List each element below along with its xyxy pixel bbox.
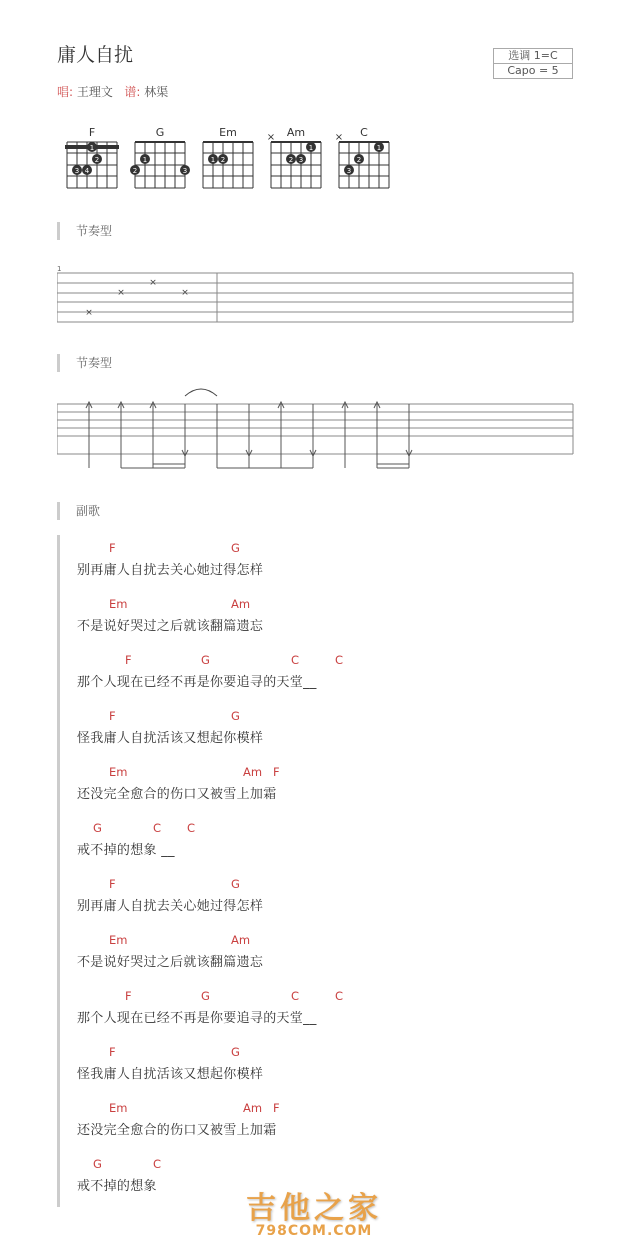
svg-text:×: × bbox=[181, 288, 189, 298]
chord-label: Em bbox=[109, 597, 128, 611]
svg-text:3: 3 bbox=[182, 167, 188, 175]
chord-label: F bbox=[109, 541, 116, 555]
chord-grid-am bbox=[266, 126, 326, 196]
key-text: 选调 1=C bbox=[508, 49, 558, 62]
chord-name: F bbox=[88, 126, 96, 139]
chord-label: Am bbox=[243, 765, 263, 779]
song-meta bbox=[57, 83, 168, 100]
svg-text:1: 1 bbox=[376, 144, 382, 152]
svg-text:2: 2 bbox=[220, 156, 226, 164]
svg-text:×: × bbox=[266, 132, 276, 143]
chord-label: F bbox=[109, 1045, 116, 1059]
chord-label: Em bbox=[109, 1101, 128, 1115]
chord-label: G bbox=[231, 877, 240, 891]
svg-text:2: 2 bbox=[132, 167, 138, 175]
watermark-site-text: 798COM.COM bbox=[255, 1223, 373, 1239]
lyric-text: 别再庸人自扰去关心她过得怎样 bbox=[77, 563, 264, 578]
chord-grid-c bbox=[334, 126, 394, 196]
chord-label: Am bbox=[231, 597, 251, 611]
svg-text:×: × bbox=[117, 288, 125, 298]
section-rhythm-1: 节奏型 bbox=[57, 222, 112, 240]
chord-label: F bbox=[125, 653, 132, 667]
svg-text:2: 2 bbox=[288, 156, 294, 164]
watermark-logo-text: 吉他之家 bbox=[246, 1191, 382, 1226]
chord-label: C bbox=[187, 821, 196, 835]
chord-label: Em bbox=[109, 765, 128, 779]
lyric-text: 不是说好哭过之后就该翻篇遗忘 bbox=[77, 619, 264, 634]
chord-label: Em bbox=[109, 933, 128, 947]
chord-label: G bbox=[231, 709, 240, 723]
lyric-text: 别再庸人自扰去关心她过得怎样 bbox=[77, 899, 264, 914]
chord-label: G bbox=[201, 989, 210, 1003]
tabber-label: 谱: bbox=[124, 85, 141, 99]
chord-grid-em bbox=[198, 126, 258, 196]
chord-label: G bbox=[231, 541, 240, 555]
chord-label: G bbox=[93, 821, 102, 835]
section-chorus: 副歌 bbox=[57, 502, 100, 520]
svg-text:1: 1 bbox=[210, 156, 216, 164]
singer-name[interactable]: 王理文 bbox=[76, 85, 113, 99]
chord-name: G bbox=[155, 126, 165, 139]
svg-text:2: 2 bbox=[356, 156, 362, 164]
svg-text:3: 3 bbox=[298, 156, 304, 164]
chord-grid-f bbox=[62, 126, 122, 196]
chord-diagram-am bbox=[266, 126, 326, 196]
lyric-text: 戒不掉的想象 __ bbox=[77, 843, 175, 858]
chord-label: F bbox=[109, 877, 116, 891]
chord-label: F bbox=[109, 709, 116, 723]
svg-text:1: 1 bbox=[142, 156, 148, 164]
chord-diagram-c bbox=[334, 126, 394, 196]
chord-name: Em bbox=[219, 126, 237, 139]
chord-label: C bbox=[335, 653, 344, 667]
svg-text:×: × bbox=[149, 278, 157, 288]
song-title: 庸人自扰 bbox=[57, 44, 134, 66]
rhythm-staff-1 bbox=[57, 264, 577, 326]
chord-diagram-em bbox=[198, 126, 258, 196]
lyric-text: 不是说好哭过之后就该翻篇遗忘 bbox=[77, 955, 264, 970]
lyric-text: 那个人现在已经不再是你要追寻的天堂__ bbox=[77, 1011, 317, 1026]
chord-label: C bbox=[335, 989, 344, 1003]
chord-label: Am bbox=[243, 1101, 263, 1115]
chord-label: F bbox=[273, 1101, 280, 1115]
chord-diagram-f bbox=[62, 126, 122, 196]
chord-diagram-g bbox=[130, 126, 190, 196]
svg-text:×: × bbox=[85, 308, 93, 318]
chord-label: G bbox=[231, 1045, 240, 1059]
lyric-text: 怪我庸人自扰活该又想起你模样 bbox=[77, 1067, 264, 1082]
svg-text:2: 2 bbox=[94, 156, 100, 164]
site-watermark bbox=[246, 1183, 382, 1239]
chord-label: C bbox=[153, 1157, 162, 1171]
section-rhythm-2: 节奏型 bbox=[57, 354, 112, 372]
chord-grid-g bbox=[130, 126, 190, 196]
lyric-text: 还没完全愈合的伤口又被雪上加霜 bbox=[77, 787, 277, 802]
lyric-text: 戒不掉的想象 bbox=[77, 1179, 157, 1194]
svg-text:×: × bbox=[334, 132, 344, 143]
lyric-text: 还没完全愈合的伤口又被雪上加霜 bbox=[77, 1123, 277, 1138]
capo-text: Capo = 5 bbox=[494, 63, 572, 78]
tabber-name: 林渠 bbox=[144, 85, 169, 99]
singer-label: 唱: bbox=[57, 85, 74, 99]
svg-text:3: 3 bbox=[74, 167, 80, 175]
chord-label: F bbox=[273, 765, 280, 779]
chord-label: G bbox=[93, 1157, 102, 1171]
key-box bbox=[493, 48, 573, 79]
chord-label: Am bbox=[231, 933, 251, 947]
rhythm-staff-2 bbox=[57, 384, 577, 474]
chord-name: C bbox=[360, 126, 368, 139]
chord-name: Am bbox=[286, 126, 306, 139]
svg-text:3: 3 bbox=[346, 167, 352, 175]
svg-text:4: 4 bbox=[84, 167, 90, 175]
lyric-text: 那个人现在已经不再是你要追寻的天堂__ bbox=[77, 675, 317, 690]
chord-label: F bbox=[125, 989, 132, 1003]
svg-text:1: 1 bbox=[57, 265, 62, 273]
lyric-text: 怪我庸人自扰活该又想起你模样 bbox=[77, 731, 264, 746]
chord-label: C bbox=[291, 989, 300, 1003]
chord-label: C bbox=[153, 821, 162, 835]
chord-label: G bbox=[201, 653, 210, 667]
svg-text:1: 1 bbox=[308, 144, 314, 152]
lyrics-block bbox=[57, 535, 580, 1207]
svg-text:1: 1 bbox=[89, 144, 95, 152]
chord-label: C bbox=[291, 653, 300, 667]
